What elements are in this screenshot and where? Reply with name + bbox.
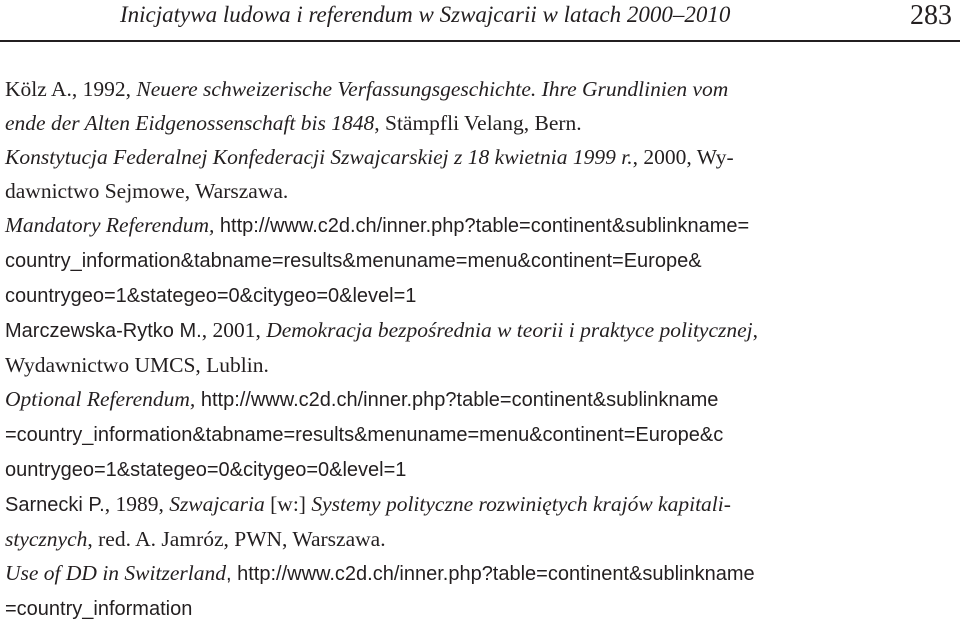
italic-text-segment: Systemy polityczne rozwiniętych krajów kapitali-	[311, 492, 731, 516]
text-segment: http://www.c2d.ch/inner.php?table=continent&sublinkname	[195, 389, 719, 411]
entry-line	[5, 208, 955, 243]
italic-text-segment: Demokracja bezpośrednia w teorii i praktyce politycznej	[266, 318, 753, 342]
entry-line	[5, 382, 955, 417]
bibliography-entry	[5, 313, 955, 382]
bibliography-entry	[5, 556, 955, 626]
italic-text-segment: Use of DD in Switzerland	[5, 561, 226, 585]
italic-text-segment: Konstytucja Federalnej Konfederacji Szwajcarskiej z 18 kwietnia 1999 r.	[5, 145, 633, 169]
entry-line	[5, 243, 955, 278]
header-rule	[0, 40, 960, 42]
entry-line	[5, 556, 955, 591]
bibliography-entry	[5, 487, 955, 556]
text-segment: Marczewska-Rytko M.	[5, 320, 202, 342]
entry-line	[5, 452, 955, 487]
entry-line	[5, 313, 955, 348]
italic-text-segment: Optional Referendum,	[5, 387, 196, 411]
text-segment: countrygeo=1&stategeo=0&citygeo=0&level=1	[5, 285, 417, 307]
text-segment: Sarnecki P.	[5, 494, 105, 516]
italic-text-segment: Szwajcaria	[169, 492, 265, 516]
text-segment: , red. A. Jamróz, PWN, Warszawa.	[87, 527, 386, 551]
entry-line	[5, 348, 955, 382]
italic-text-segment: stycznych	[5, 527, 88, 551]
text-segment: ountrygeo=1&stategeo=0&citygeo=0&level=1	[5, 459, 407, 481]
text-segment: [w:]	[264, 492, 312, 516]
text-segment: =country_information&tabname=results&menuname=menu&continent=Europe&c	[5, 424, 724, 446]
entry-line	[5, 278, 955, 313]
entry-line	[5, 106, 955, 140]
entry-line	[5, 72, 955, 106]
page-number: 283	[910, 0, 952, 31]
page-header	[0, 0, 960, 46]
text-segment: Kölz A., 1992,	[5, 77, 137, 101]
text-segment: dawnictwo Sejmowe, Warszawa.	[5, 179, 289, 203]
text-segment: =country_information	[5, 598, 193, 620]
italic-text-segment: ende der Alten Eidgenossenschaft bis 1848	[5, 111, 375, 135]
text-segment: country_information&tabname=results&menuname=menu&continent=Europe&	[5, 250, 702, 272]
entry-line	[5, 591, 955, 626]
text-segment: http://www.c2d.ch/inner.php?table=continent&sublinkname=	[214, 215, 750, 237]
bibliography-entry	[5, 208, 955, 313]
bibliography-entry	[5, 140, 955, 208]
text-segment: , 2000, Wy-	[632, 145, 734, 169]
bibliography-entry	[5, 382, 955, 487]
text-segment: , 1989,	[104, 492, 170, 516]
text-segment: , http://www.c2d.ch/inner.php?table=continent&sublinkname	[225, 563, 755, 585]
text-segment: ,	[752, 318, 759, 342]
entry-line	[5, 174, 955, 208]
entry-line	[5, 417, 955, 452]
bibliography-list	[5, 72, 955, 626]
text-segment: Wydawnictwo UMCS, Lublin.	[5, 353, 269, 377]
italic-text-segment: Mandatory Referendum,	[5, 213, 215, 237]
entry-line	[5, 487, 955, 522]
bibliography-entry	[5, 72, 955, 140]
entry-line	[5, 522, 955, 556]
entry-line	[5, 140, 955, 174]
running-title: Inicjatywa ludowa i referendum w Szwajcarii w latach 2000–2010	[120, 2, 731, 27]
italic-text-segment: Neuere schweizerische Verfassungsgeschichte. Ihre Grundlinien vom	[136, 77, 729, 101]
text-segment: , Stämpfli Velang, Bern.	[374, 111, 582, 135]
text-segment: , 2001,	[201, 318, 267, 342]
